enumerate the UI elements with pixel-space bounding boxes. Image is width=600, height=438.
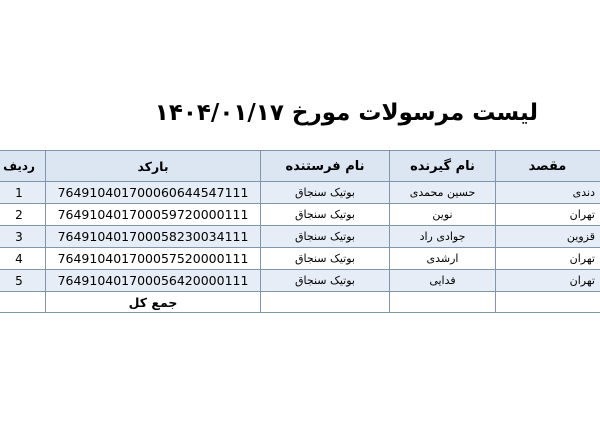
header-receiver-name: نام گیرنده (390, 151, 496, 182)
cell-sender: بوتیک سنجاق (261, 248, 390, 270)
footer-empty-cell (496, 292, 600, 313)
table-row (0, 248, 600, 270)
cell-receiver: فدایی (390, 270, 496, 292)
cell-receiver: نوین (390, 204, 496, 226)
cell-destination: دندی (496, 182, 600, 204)
cell-row-number: 1 (0, 182, 46, 204)
cell-barcode: 764910401700058230034111 (46, 226, 261, 248)
footer-empty-cell (0, 292, 46, 313)
cell-receiver: ارشدی (390, 248, 496, 270)
cell-sender: بوتیک سنجاق (261, 182, 390, 204)
cell-row-number: 4 (0, 248, 46, 270)
cell-destination: قزوین (496, 226, 600, 248)
cell-barcode: 764910401700060644547111 (46, 182, 261, 204)
header-destination: مقصد (496, 151, 600, 182)
cell-destination: تهران (496, 248, 600, 270)
footer-empty-cell (390, 292, 496, 313)
cell-sender: بوتیک سنجاق (261, 270, 390, 292)
shipments-table (0, 150, 600, 313)
cell-barcode: 764910401700059720000111 (46, 204, 261, 226)
table-row (0, 226, 600, 248)
footer-total-label: جمع کل (46, 292, 261, 313)
cell-row-number: 3 (0, 226, 46, 248)
header-row-number: ردیف (0, 151, 46, 182)
cell-receiver: حسین محمدی (390, 182, 496, 204)
table-row (0, 204, 600, 226)
cell-destination: تهران (496, 204, 600, 226)
page-title: لیست مرسولات مورخ ۱۴۰۴/۰۱/۱۷ (154, 100, 538, 126)
table-footer-row (0, 292, 600, 313)
cell-sender: بوتیک سنجاق (261, 204, 390, 226)
cell-row-number: 2 (0, 204, 46, 226)
table-row (0, 270, 600, 292)
header-barcode: بارکد (46, 151, 261, 182)
cell-sender: بوتیک سنجاق (261, 226, 390, 248)
cell-row-number: 5 (0, 270, 46, 292)
cell-barcode: 764910401700057520000111 (46, 248, 261, 270)
header-sender-name: نام فرستنده (261, 151, 390, 182)
cell-receiver: جوادی راد (390, 226, 496, 248)
table-header-row (0, 151, 600, 182)
footer-empty-cell (261, 292, 390, 313)
cell-barcode: 764910401700056420000111 (46, 270, 261, 292)
table-row (0, 182, 600, 204)
cell-destination: تهران (496, 270, 600, 292)
